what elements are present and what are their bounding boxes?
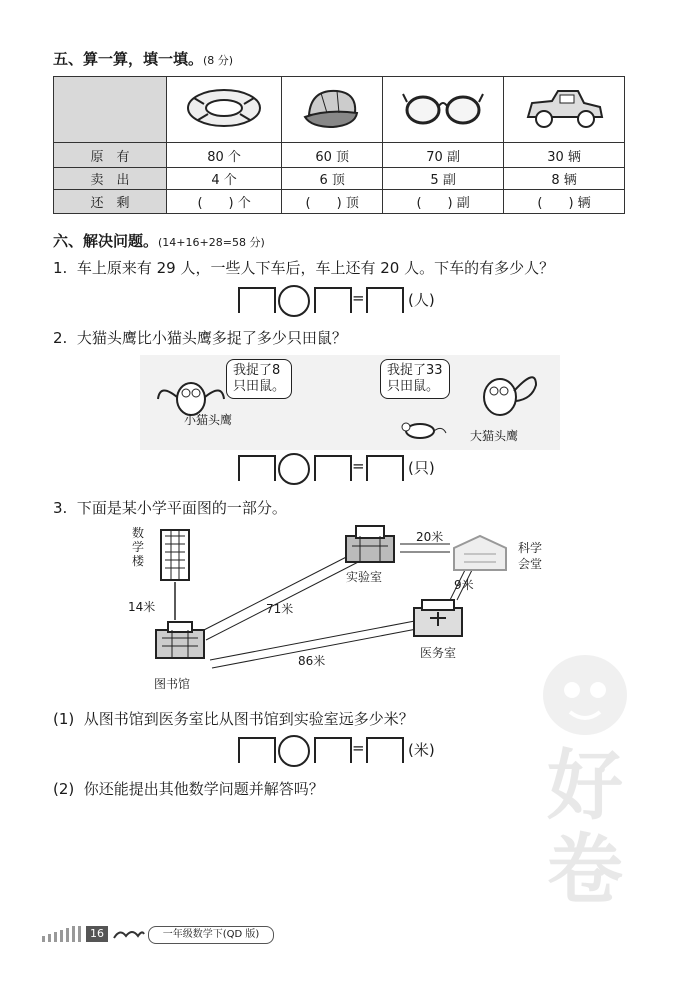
answer-blank[interactable] (314, 737, 352, 763)
answer-blank[interactable] (366, 455, 404, 481)
watermark-char: 卷 (547, 825, 623, 914)
building-icon (155, 528, 195, 583)
original-value: 80 个 (167, 143, 282, 168)
book-title: 一年级数学下(QD 版) (148, 926, 274, 944)
remain-answer[interactable]: ( ) 辆 (504, 190, 625, 214)
library-label: 图书馆 (154, 677, 191, 691)
answer-blank[interactable] (366, 287, 404, 313)
cap-icon (282, 77, 383, 143)
unit-label: (只) (408, 459, 435, 477)
answer-blank[interactable] (238, 455, 276, 481)
science-hall-label: 科学会堂 (518, 541, 543, 571)
distance-label: 86米 (298, 654, 326, 668)
school-map (120, 520, 570, 695)
building-icon (152, 620, 208, 660)
original-value: 70 副 (383, 143, 504, 168)
question-1: 1. 车上原来有 29 人，一些人下车后，车上还有 20 人。下车的有多少人？ (53, 259, 555, 277)
section6-title: 六、解决问题。(14+16+28=58 分) (53, 232, 265, 250)
watermark-logo (530, 650, 640, 914)
mouse-icon (398, 417, 448, 441)
question-2: 2. 大猫头鹰比小猫头鹰多捉了多少只田鼠？ (53, 329, 347, 347)
original-value: 30 辆 (504, 143, 625, 168)
unit-label: (人) (408, 291, 435, 309)
building-icon (342, 524, 398, 564)
owl-illustration (140, 355, 560, 450)
remain-answer[interactable]: ( ) 个 (167, 190, 282, 214)
remain-answer[interactable]: ( ) 副 (383, 190, 504, 214)
lab-label: 实验室 (346, 570, 383, 584)
operator-circle[interactable] (278, 453, 310, 485)
answer-blank[interactable] (314, 287, 352, 313)
row-label-original: 原 有 (54, 143, 167, 168)
question-3: 3. 下面是某小学平面图的一部分。 (53, 499, 287, 517)
sold-value: 6 顶 (282, 168, 383, 190)
clinic-label: 医务室 (420, 646, 457, 660)
big-owl-icon (470, 363, 540, 423)
page-number: 16 (86, 926, 108, 942)
question-3-2: (2) 你还能提出其他数学问题并解答吗？ (53, 780, 324, 798)
answer-blank[interactable] (314, 455, 352, 481)
section5-title: 五、算一算，填一填。(8 分) (53, 50, 234, 68)
distance-label: 71米 (266, 602, 294, 616)
big-owl-bubble: 我捉了33 只田鼠。 (380, 359, 450, 399)
watermark-char: 好 (547, 741, 623, 830)
bars-icon (40, 926, 84, 942)
original-value: 60 顶 (282, 143, 383, 168)
building-icon (410, 598, 466, 638)
section5-table (53, 76, 625, 214)
sold-value: 8 辆 (504, 168, 625, 190)
sold-value: 4 个 (167, 168, 282, 190)
equals-sign: = (352, 289, 365, 307)
logo-icon (112, 926, 146, 942)
answer-blank[interactable] (366, 737, 404, 763)
answer-blank[interactable] (238, 737, 276, 763)
remain-answer[interactable]: ( ) 顶 (282, 190, 383, 214)
answer-blank[interactable] (238, 287, 276, 313)
distance-label: 20米 (416, 530, 444, 544)
glasses-icon (383, 77, 504, 143)
toy-car-icon (504, 77, 625, 143)
small-owl-name: 小猫头鹰 (184, 413, 233, 427)
unit-label: (米) (408, 741, 435, 759)
small-owl-bubble: 我捉了8 只田鼠。 (226, 359, 292, 399)
equals-sign: = (352, 457, 365, 475)
row-label-remain: 还 剩 (54, 190, 167, 214)
mascot-icon (530, 650, 640, 740)
row-label-sold: 卖 出 (54, 168, 167, 190)
teaching-building-label: 数学楼 (132, 526, 145, 568)
equation-3 (238, 737, 458, 763)
equation-1 (238, 287, 458, 313)
equals-sign: = (352, 739, 365, 757)
question-3-1: (1) 从图书馆到医务室比从图书馆到实验室远多少米？ (53, 710, 414, 728)
building-icon (450, 532, 510, 572)
equation-2 (238, 455, 458, 481)
distance-label: 9米 (454, 578, 474, 592)
sold-value: 5 副 (383, 168, 504, 190)
operator-circle[interactable] (278, 285, 310, 317)
distance-label: 14米 (128, 600, 156, 614)
life-ring-icon (167, 77, 282, 143)
page-footer (40, 924, 280, 944)
operator-circle[interactable] (278, 735, 310, 767)
big-owl-name: 大猫头鹰 (470, 429, 519, 443)
